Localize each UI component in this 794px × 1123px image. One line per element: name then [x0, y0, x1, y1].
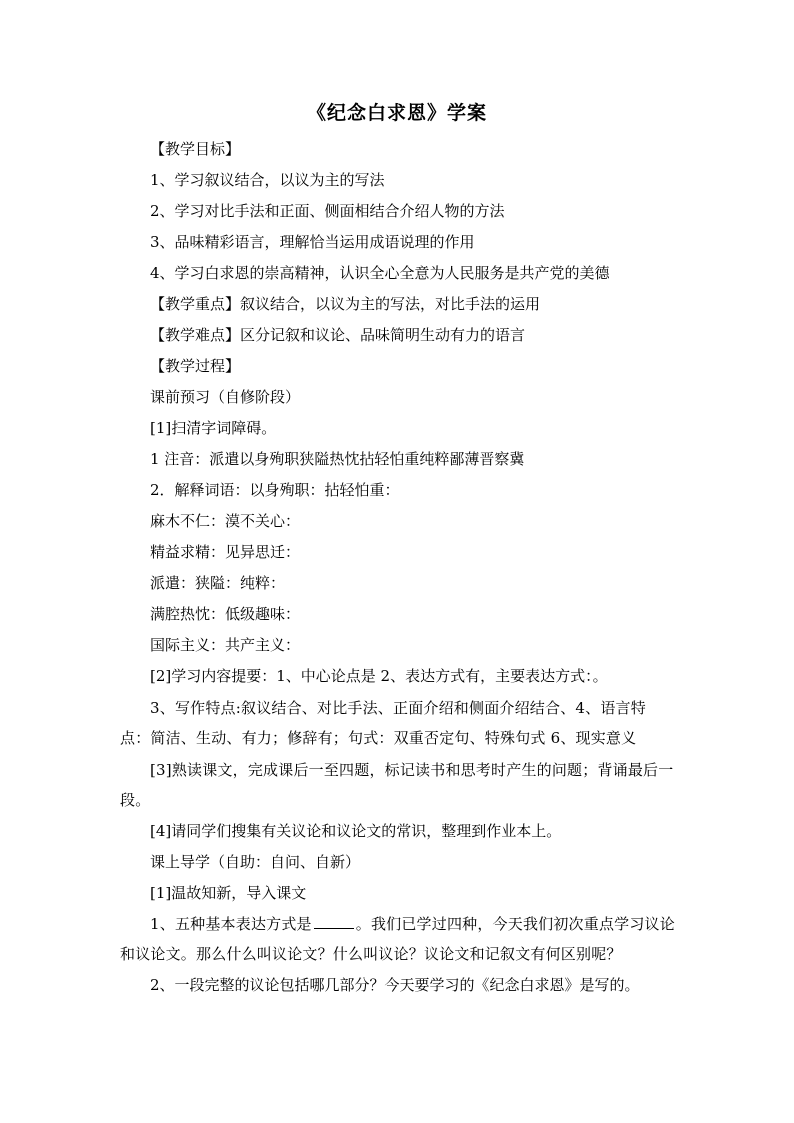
argument-parts-line: 2、一段完整的议论包括哪几部分？今天要学习的《纪念白求恩》是写的。	[150, 976, 640, 994]
reading-task-paragraph: [3]熟读课文，完成课后一至四题，标记读书和思考时产生的问题；背诵最后一段。	[120, 761, 674, 809]
review-line: [1]温故知新，导入课文	[150, 884, 307, 902]
section-heading-goals: 【教学目标】	[150, 140, 241, 158]
writing-features-paragraph: 3、写作特点:叙议结合、对比手法、正面介绍和侧面介绍结合、4、语言特点：简洁、生动、有力；修辞有；句式：双重否定句、特殊句式 6、现实意义	[120, 699, 646, 747]
collect-task-line: [4]请同学们搜集有关议论和议论文的常识，整理到作业本上。	[150, 822, 562, 840]
vocab-line-6: 国际主义：共产主义：	[150, 636, 301, 654]
goal-item-3: 3、品味精彩语言，理解恰当运用成语说理的作用	[150, 233, 475, 251]
key-points-line: 【教学重点】叙议结合，以议为主的写法，对比手法的运用	[150, 295, 541, 313]
expression-modes-paragraph	[120, 909, 676, 969]
vocab-line-4: 派遣：狭隘：纯粹：	[150, 574, 286, 592]
goal-item-2: 2、学习对比手法和正面、侧面相结合介绍人物的方法	[150, 202, 505, 220]
preview-heading: 课前预习（自修阶段）	[150, 388, 301, 406]
class-guide-heading: 课上导学（自助：自问、自新）	[150, 853, 361, 871]
difficult-points-line: 【教学难点】区分记叙和议论、品味简明生动有力的语言	[150, 326, 526, 344]
expression-modes-text-b: 。我们已学过四种，今天我们初次重点学习议论和议论文。那么什么叫议论文？什么叫议论？议论文和记叙文有何区别呢？	[120, 915, 675, 963]
content-summary-line: [2]学习内容提要：1、中心论点是 2、表达方式有，主要表达方式：。	[150, 667, 608, 685]
step-clear-words: [1]扫清字词障碍。	[150, 419, 277, 437]
document-title: 《纪念白求恩》学案	[306, 102, 487, 124]
vocab-line-1: 2．解释词语：以身殉职：拈轻怕重：	[150, 481, 400, 499]
vocab-line-3: 精益求精：见异思迁：	[150, 543, 301, 561]
section-heading-process: 【教学过程】	[150, 357, 241, 375]
vocab-line-2: 麻木不仁：漠不关心：	[150, 512, 301, 530]
vocab-line-5: 满腔热忱：低级趣味：	[150, 605, 301, 623]
goal-item-1: 1、学习叙议结合，以议为主的写法	[150, 171, 385, 189]
fill-in-blank	[314, 914, 354, 929]
goal-item-4: 4、学习白求恩的崇高精神，认识全心全意为人民服务是共产党的美德	[150, 264, 610, 282]
expression-modes-text-a: 1、五种基本表达方式是	[150, 915, 312, 933]
pronunciation-line: 1 注音：派遣以身殉职狭隘热忱拈轻怕重纯粹鄙薄晋察冀	[150, 450, 525, 468]
